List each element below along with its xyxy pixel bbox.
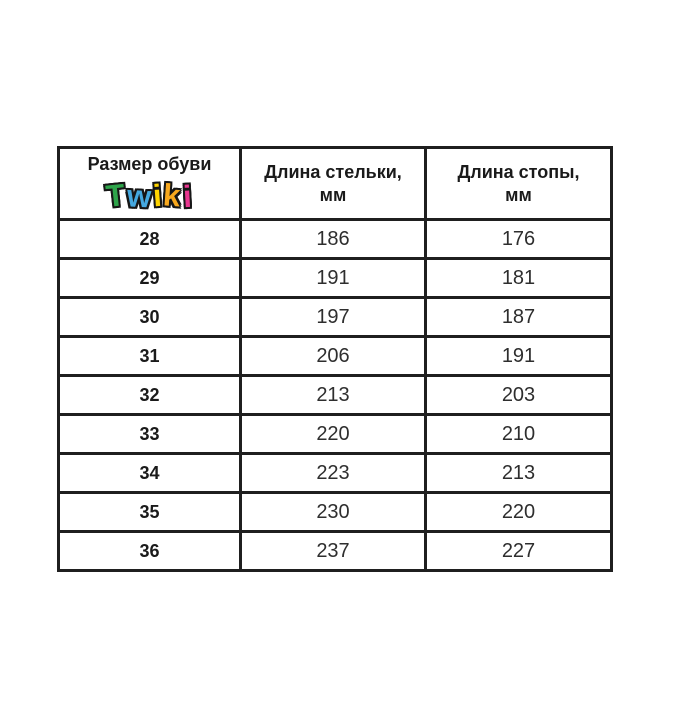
logo-letter: i [181,178,195,215]
header-insole-line1: Длина стельки, [264,161,402,182]
table-row [59,298,612,337]
header-size-column [59,148,241,220]
table-row [59,259,612,298]
table-row [59,376,612,415]
foot-length-cell: 213 [426,454,612,493]
size-cell: 31 [59,337,241,376]
insole-length-cell: 206 [241,337,426,376]
foot-length-cell: 187 [426,298,612,337]
foot-length-cell: 227 [426,532,612,571]
size-table [57,146,613,572]
foot-length-cell: 191 [426,337,612,376]
size-cell: 36 [59,532,241,571]
header-insole-line2: мм [319,184,347,205]
table-row [59,337,612,376]
size-cell: 34 [59,454,241,493]
size-cell: 29 [59,259,241,298]
table-row [59,220,612,259]
twiki-logo [60,175,239,217]
logo-letter: i [151,177,165,214]
insole-length-cell: 220 [241,415,426,454]
table-row [59,493,612,532]
insole-length-cell: 197 [241,298,426,337]
insole-length-cell: 230 [241,493,426,532]
foot-length-cell: 176 [426,220,612,259]
table-row [59,532,612,571]
insole-length-cell: 237 [241,532,426,571]
table-row [59,415,612,454]
logo-letter: w [125,178,154,215]
logo-letter: k [162,177,184,214]
insole-length-cell: 213 [241,376,426,415]
table-row [59,454,612,493]
size-cell: 32 [59,376,241,415]
logo-letter: T [103,177,129,215]
header-foot-line2: мм [505,184,532,205]
header-insole-column [241,148,426,220]
size-cell: 28 [59,220,241,259]
foot-length-cell: 181 [426,259,612,298]
foot-length-cell: 203 [426,376,612,415]
size-cell: 30 [59,298,241,337]
header-foot-column [426,148,612,220]
foot-length-cell: 210 [426,415,612,454]
size-cell: 35 [59,493,241,532]
insole-length-cell: 186 [241,220,426,259]
header-row [59,148,612,220]
insole-length-cell: 223 [241,454,426,493]
insole-length-cell: 191 [241,259,426,298]
header-foot-line1: Длина стопы, [457,161,580,182]
header-size-label: Размер обуви [87,154,212,174]
size-cell: 33 [59,415,241,454]
foot-length-cell: 220 [426,493,612,532]
